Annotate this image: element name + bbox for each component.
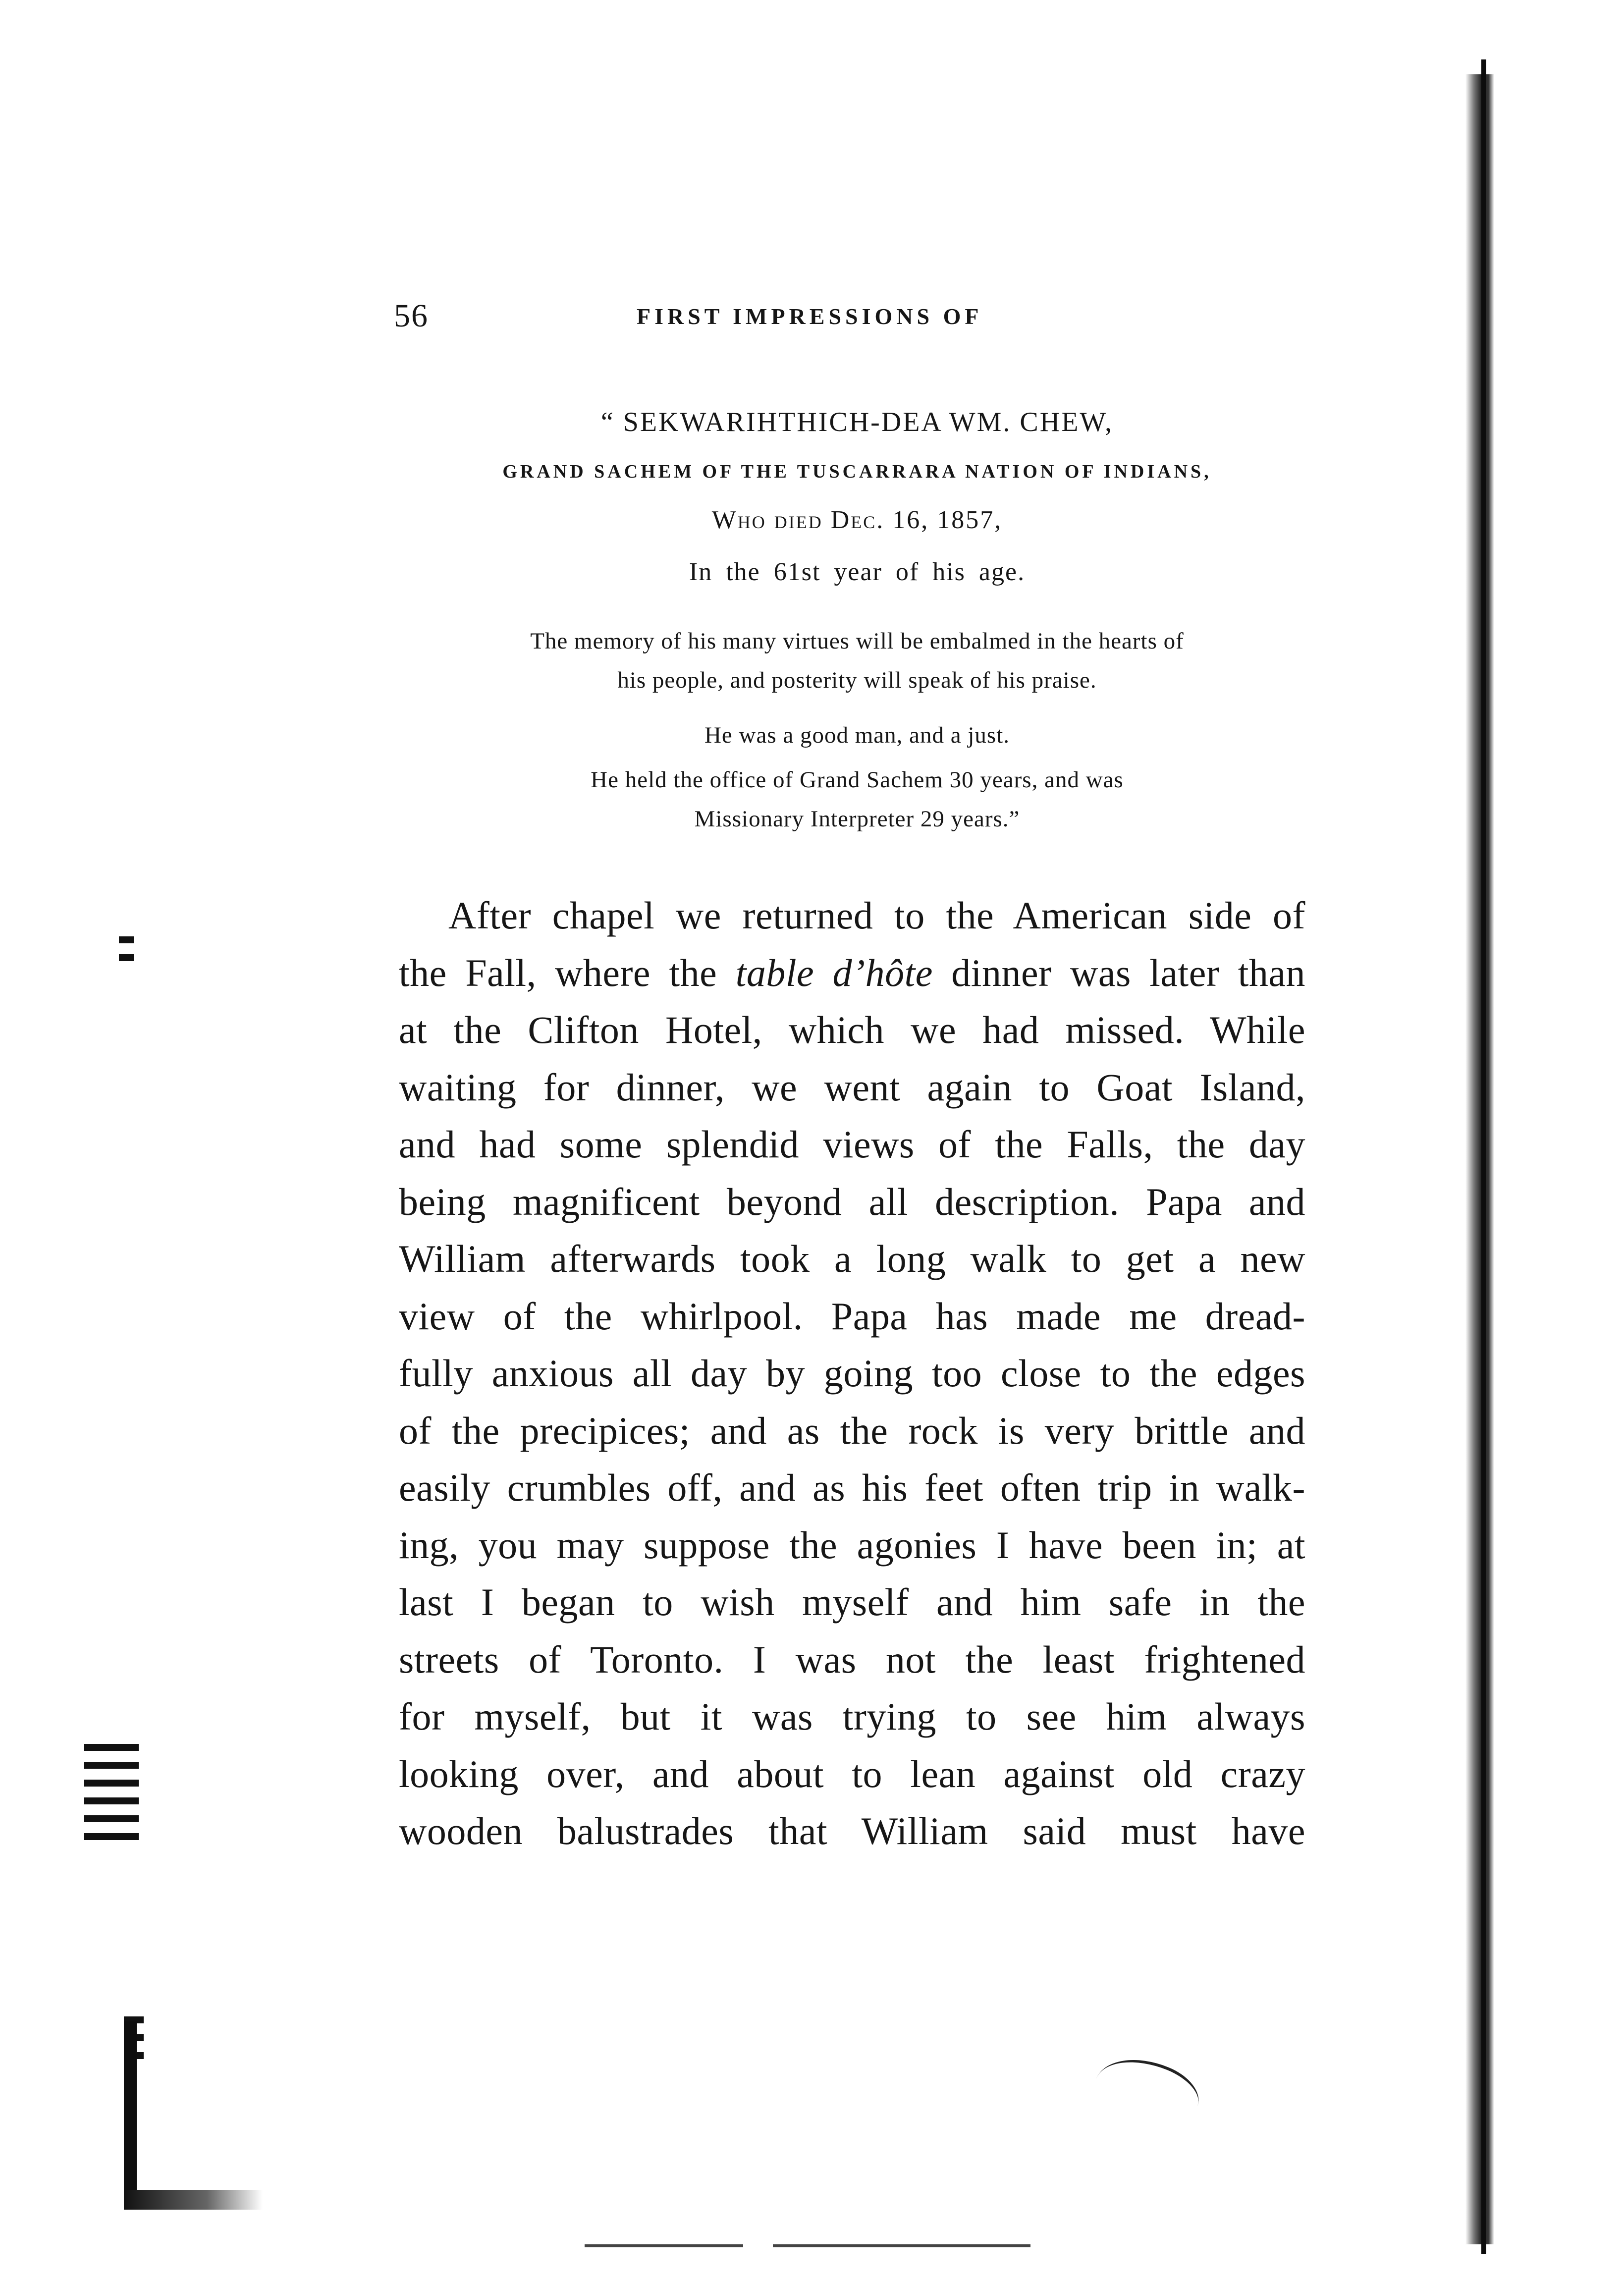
body-line: the Fall, where the table d’hôte dinner was later than (399, 951, 1306, 994)
epitaph-verse-line: The memory of his many virtues will be embalmed in the hearts of (530, 628, 1184, 654)
running-head (394, 297, 1305, 337)
epitaph-verse-line: his people, and posterity will speak of his praise. (617, 667, 1097, 693)
page-number: 56 (394, 298, 429, 334)
running-title: FIRST IMPRESSIONS OF (637, 304, 983, 329)
epitaph-verse-line: Missionary Interpreter 29 years.” (694, 806, 1020, 832)
epitaph-verse (391, 716, 1323, 755)
epitaph-name: “ SEKWARIHTHICH-DEA WM. CHEW, (600, 407, 1114, 437)
body-line: being magnificent beyond all description. Papa and (399, 1180, 1305, 1223)
body-line: streets of Toronto. I was not the least frightened (399, 1637, 1305, 1681)
body-line: fully anxious all day by going too close to the edges (399, 1352, 1305, 1395)
body-line: easily crumbles off, and as his feet often trip in walk- (399, 1466, 1305, 1509)
bottom-scan-line (773, 2244, 1030, 2247)
body-line: William afterwards took a long walk to get a new (399, 1237, 1305, 1280)
body-line: for myself, but it was trying to see him always (399, 1695, 1305, 1738)
body-line: at the Clifton Hotel, which we had missed. While (399, 1008, 1305, 1051)
scan-mark-small (84, 936, 154, 972)
epitaph-death-date: Who died Dec. 16, 1857, (711, 506, 1003, 534)
bottom-scan-line (585, 2244, 743, 2247)
body-line: and had some splendid views of the Falls, the day (399, 1123, 1305, 1166)
body-paragraph (399, 887, 1305, 1860)
epitaph-verse (391, 622, 1323, 700)
body-line: After chapel we returned to the American side of (448, 894, 1305, 937)
body-line: waiting for dinner, we went again to Goat Island, (399, 1065, 1305, 1109)
scan-curl-mark (1087, 2044, 1207, 2140)
body-line: of the precipices; and as the rock is very brittle and (399, 1409, 1305, 1452)
binding-shadow (1465, 74, 1494, 2244)
epitaph-verse-line: He was a good man, and a just. (704, 722, 1010, 748)
corner-foot-shadow (124, 2190, 263, 2210)
scan-mark-bars (84, 1744, 154, 1851)
scan-mark-lower (84, 2016, 154, 2070)
body-line: wooden balustrades that William said must have (399, 1809, 1305, 1852)
epitaph-verse-line: He held the office of Grand Sachem 30 years, and was (591, 767, 1124, 793)
italic-phrase: table d’hôte (735, 951, 933, 994)
corner-shadow (124, 2021, 137, 2210)
body-line: ing, you may suppose the agonies I have been in; at (399, 1523, 1305, 1567)
body-line: view of the whirlpool. Papa has made me dread- (399, 1294, 1305, 1338)
epitaph-age: In the 61st year of his age. (689, 558, 1026, 586)
binding-edge-line (1481, 59, 1486, 2254)
body-line: looking over, and about to lean against old crazy (399, 1752, 1305, 1795)
body-line: last I began to wish myself and him safe in the (399, 1580, 1305, 1624)
epitaph-verse (391, 760, 1323, 839)
epitaph-title: GRAND SACHEM OF THE TUSCARRARA NATION OF INDIANS, (502, 461, 1212, 482)
